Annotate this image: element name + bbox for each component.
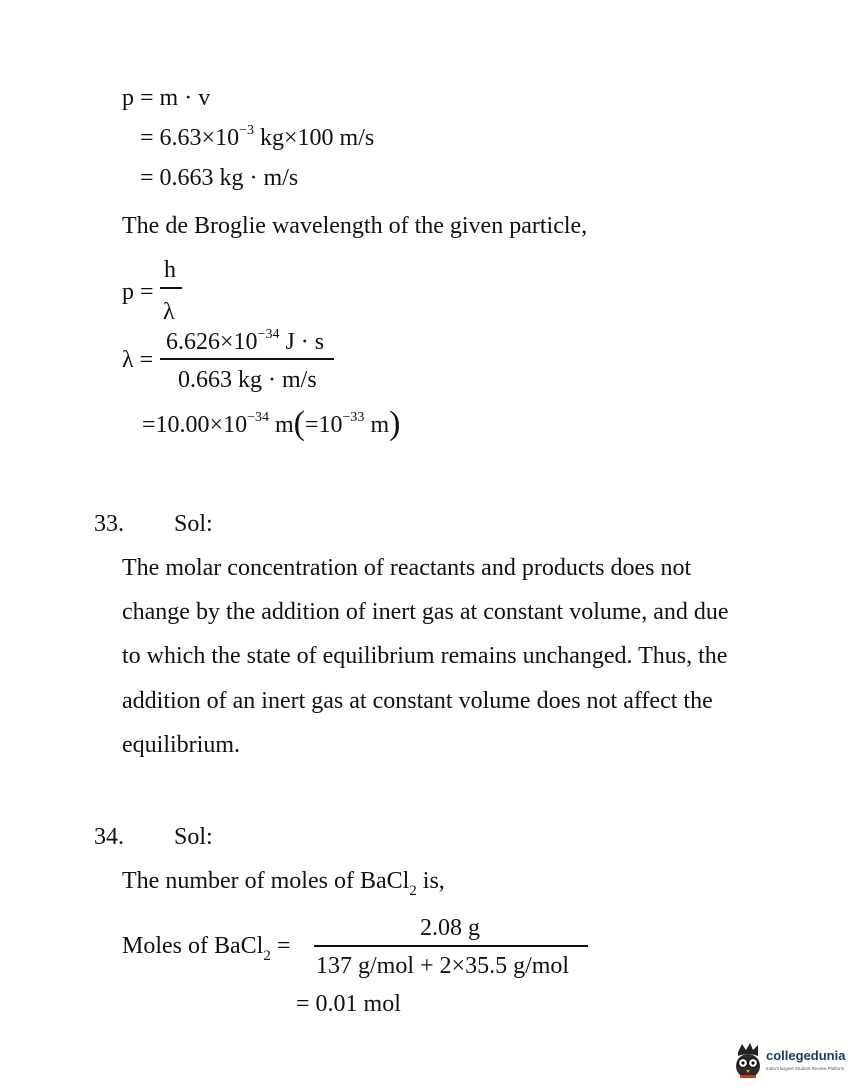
momentum-formula: p = m · v <box>122 85 211 111</box>
lambda-equals: λ = <box>122 347 154 373</box>
lambda-numerator: $6.626\times 10^{-34}$ J · s <box>166 327 325 355</box>
q33-line: addition of an inert gas at constant volume does not affect the <box>122 688 713 714</box>
q34-intro: The number of moles of BaCl$_2$ is, <box>122 868 445 899</box>
debroglie-intro: The de Broglie wavelength of the given particle, <box>122 213 588 239</box>
question-33-number: 33. <box>94 511 124 537</box>
q33-line: The molar concentration of reactants and products does not <box>122 555 692 581</box>
brand-name: collegedunia <box>766 1048 846 1063</box>
q33-line: change by the addition of inert gas at constant volume, and due <box>122 599 729 625</box>
moles-denominator: 137 g/mol + 2×35.5 g/mol <box>316 953 570 979</box>
moles-result: = 0.01 mol <box>296 991 401 1017</box>
collegedunia-logo <box>732 1040 860 1084</box>
lambda-fraction-bar <box>160 358 334 360</box>
question-33-sol-label: Sol: <box>174 511 213 537</box>
p-equals: p = <box>122 279 154 305</box>
q33-line: equilibrium. <box>122 732 240 758</box>
q33-line: to which the state of equilibrium remains unchanged. Thus, the <box>122 643 728 669</box>
question-34-number: 34. <box>94 824 124 850</box>
momentum-substitution: = $6.63\times 10^{-3}$ kg×100 m/s <box>140 123 375 151</box>
lambda-result: $=10.00\times 10^{-34}$ $m(=10^{-33}$ m) <box>142 405 401 442</box>
brand-tagline: India's largest Student Review Platform <box>766 1066 845 1071</box>
lambda-denominator: 0.663 kg · m/s <box>178 367 317 393</box>
question-34-sol-label: Sol: <box>174 824 213 850</box>
moles-lhs: Moles of BaCl$_2$ = <box>122 933 291 964</box>
owl-icon <box>732 1042 764 1082</box>
moles-fraction-bar <box>314 945 588 947</box>
p-numerator: h <box>164 257 176 283</box>
momentum-result: = 0.663 kg · m/s <box>140 165 299 191</box>
p-denominator: λ <box>163 299 175 325</box>
moles-numerator: 2.08 g <box>420 915 480 941</box>
p-fraction-bar <box>160 287 182 289</box>
